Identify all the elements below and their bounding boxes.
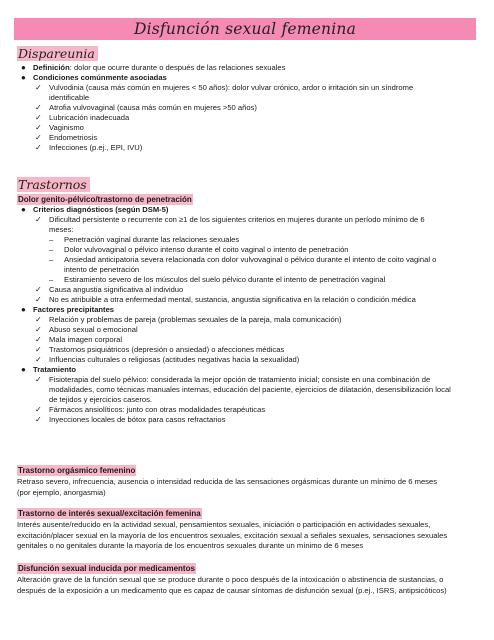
item-text: No es atribuible a otra enfermedad mental, sustancia, angustia significativa en la relación o condición médica xyxy=(49,295,416,305)
list-item xyxy=(17,415,482,425)
list-item-continuation xyxy=(17,395,482,405)
subsection-heading: Trastorno orgásmico femenino xyxy=(18,466,136,475)
list-item xyxy=(17,405,482,415)
check-icon: ✓ xyxy=(35,415,42,425)
check-icon: ✓ xyxy=(35,133,42,143)
list-item xyxy=(17,345,482,355)
check-icon: ✓ xyxy=(35,83,42,93)
item-text: Vulvodinia (causa más común en mujeres < 50 años): dolor vulvar crónico, ardor o irritación sin un síndrome xyxy=(49,83,414,93)
list-item-continuation xyxy=(17,265,482,275)
item-text: : dolor que ocurre durante o después de las relaciones sexuales xyxy=(69,63,286,72)
list-item xyxy=(17,245,482,255)
item-text: Dolor vulvovaginal o pélvico intenso durante el coito vaginal o intento de penetración xyxy=(64,245,349,255)
item-text: Causa angustia significativa al individuo xyxy=(49,285,184,295)
paragraph-line: Retraso severo, infrecuencia, ausencia o intensidad reducida de las sensaciones orgásmicas durante un mínimo de 6 meses xyxy=(17,477,437,486)
dispareunia-section xyxy=(17,46,482,153)
check-icon: ✓ xyxy=(35,123,42,133)
item-text: Inyecciones locales de bótox para casos refractarios xyxy=(49,415,226,425)
list-item-continuation xyxy=(17,385,482,395)
item-text: Atrofia vulvovaginal (causa más común en mujeres >50 años) xyxy=(49,103,257,113)
check-icon: ✓ xyxy=(35,375,42,385)
list-item xyxy=(17,365,482,375)
list-item xyxy=(17,133,482,143)
item-text: Trastornos psiquiátricos (depresión o ansiedad) o afecciones médicas xyxy=(49,345,285,355)
dash-icon: – xyxy=(49,255,54,265)
paragraph-line: Interés ausente/reducido en la actividad sexual, pensamientos sexuales, iniciación o participación en actividades sexuales, xyxy=(17,520,431,529)
list-item xyxy=(17,63,482,73)
section-heading-trastornos: Trastornos xyxy=(17,177,90,192)
item-text: modalidades, como técnicas manuales internas, educación del paciente, ejercicios de dilatación, desensibilización local xyxy=(49,385,451,395)
list-item xyxy=(17,123,482,133)
bullet-icon: ● xyxy=(21,365,26,375)
item-text: Penetración vaginal durante las relaciones sexuales xyxy=(64,235,240,245)
item-text: de tejidos y ejercicios caseros. xyxy=(49,395,152,405)
item-text: Fisioterapia del suelo pélvico: considerada la mejor opción de tratamiento inicial; consiste en una combinación de xyxy=(49,375,431,385)
list-item xyxy=(17,335,482,345)
list-item xyxy=(17,315,482,325)
subsection-heading: Dolor genito-pélvico/trastorno de penetración xyxy=(18,195,192,204)
item-text: identificable xyxy=(49,93,90,103)
trastornos-section xyxy=(17,177,482,425)
item-text: Endometriosis xyxy=(49,133,98,143)
section-heading-dispareunia: Dispareunia xyxy=(17,46,98,61)
list-item xyxy=(17,375,482,385)
check-icon: ✓ xyxy=(35,103,42,113)
subsection-heading: Trastorno de interés sexual/excitación femenina xyxy=(18,509,201,518)
dash-icon: – xyxy=(49,235,54,245)
check-icon: ✓ xyxy=(35,215,42,225)
item-text: Relación y problemas de pareja (problemas sexuales de la pareja, mala comunicación) xyxy=(49,315,342,325)
item-text: Influencias culturales o religiosas (actitudes negativas hacia la sexualidad) xyxy=(49,355,300,365)
check-icon: ✓ xyxy=(35,285,42,295)
list-item xyxy=(17,325,482,335)
check-icon: ✓ xyxy=(35,405,42,415)
item-text: Infecciones (p.ej., EPI, IVU) xyxy=(49,143,143,153)
list-item xyxy=(17,255,482,265)
list-item xyxy=(17,295,482,305)
check-icon: ✓ xyxy=(35,113,42,123)
list-item-continuation xyxy=(17,93,482,103)
list-item xyxy=(17,205,482,215)
bullet-icon: ● xyxy=(21,73,26,83)
interes-section xyxy=(17,508,482,552)
list-item xyxy=(17,305,482,315)
page-title: Disfunción sexual femenina xyxy=(133,19,357,38)
item-label: Definición xyxy=(33,63,70,72)
list-item xyxy=(17,83,482,93)
dash-icon: – xyxy=(49,275,54,285)
list-item-continuation xyxy=(17,225,482,235)
check-icon: ✓ xyxy=(35,345,42,355)
paragraph-line: excitación/placer sexual en la mayoría de los encuentros sexuales, excitación sexual a señales sexuales, sensaciones sexuales xyxy=(17,530,448,540)
bullet-icon: ● xyxy=(21,205,26,214)
check-icon: ✓ xyxy=(35,335,42,345)
list-item xyxy=(17,355,482,365)
paragraph-line: Alteración grave de la función sexual que se produce durante o poco después de la intoxicación o abstinencia de sustancias, o xyxy=(17,575,444,584)
dash-icon: – xyxy=(49,245,54,255)
item-text: Mala imagen corporal xyxy=(49,335,123,345)
subsection-heading: Disfunción sexual inducida por medicamentos xyxy=(18,564,195,573)
item-text: Ansiedad anticipatoria severa relacionada con dolor vulvovaginal o pélvico durante el intento de coito vaginal o xyxy=(64,255,437,265)
list-item xyxy=(17,113,482,123)
list-item xyxy=(17,103,482,113)
item-label: Tratamiento xyxy=(33,365,77,375)
check-icon: ✓ xyxy=(35,143,42,153)
paragraph-line: genitales o no genitales durante la mayoría de los encuentros sexuales durante un mínimo de 6 meses xyxy=(17,541,364,551)
item-text: Estiramiento severo de los músculos del suelo pélvico durante el intento de penetración vaginal xyxy=(64,275,386,285)
item-text: Abuso sexual o emocional xyxy=(49,325,138,335)
list-item xyxy=(17,143,482,153)
item-text: Dificultad persistente o recurrente con ≥1 de los siguientes criterios en mujeres durante un período mínimo de 6 xyxy=(49,215,425,225)
check-icon: ✓ xyxy=(35,355,42,365)
item-text: Vaginismo xyxy=(49,123,84,133)
check-icon: ✓ xyxy=(35,295,42,305)
list-item xyxy=(17,285,482,295)
title-banner xyxy=(14,18,476,40)
bullet-icon: ● xyxy=(21,305,26,315)
list-item xyxy=(17,215,482,225)
item-text: Lubricación inadecuada xyxy=(49,113,130,123)
item-label: Condiciones comúnmente asociadas xyxy=(33,73,167,83)
item-text: Fármacos ansiolíticos: junto con otras modalidades terapéuticas xyxy=(49,405,266,415)
paragraph-line: (por ejemplo, anorgasmia) xyxy=(17,487,106,497)
item-text: meses: xyxy=(49,225,74,235)
list-item xyxy=(17,275,482,285)
item-text: intento de penetración xyxy=(64,265,140,275)
item-label: Criterios diagnósticos (según DSM-5) xyxy=(33,205,169,214)
check-icon: ✓ xyxy=(35,325,42,335)
orgasmico-section xyxy=(17,465,482,498)
bullet-icon: ● xyxy=(21,63,26,72)
medicamentos-section xyxy=(17,563,482,596)
check-icon: ✓ xyxy=(35,315,42,325)
paragraph-line: después de la exposición a un medicamento que es capaz de causar síntomas de disfunción sexual (p.ej., ISRS, antipsicóticos) xyxy=(17,585,447,595)
list-item xyxy=(17,73,482,83)
item-label: Factores precipitantes xyxy=(33,305,115,315)
list-item xyxy=(17,235,482,245)
